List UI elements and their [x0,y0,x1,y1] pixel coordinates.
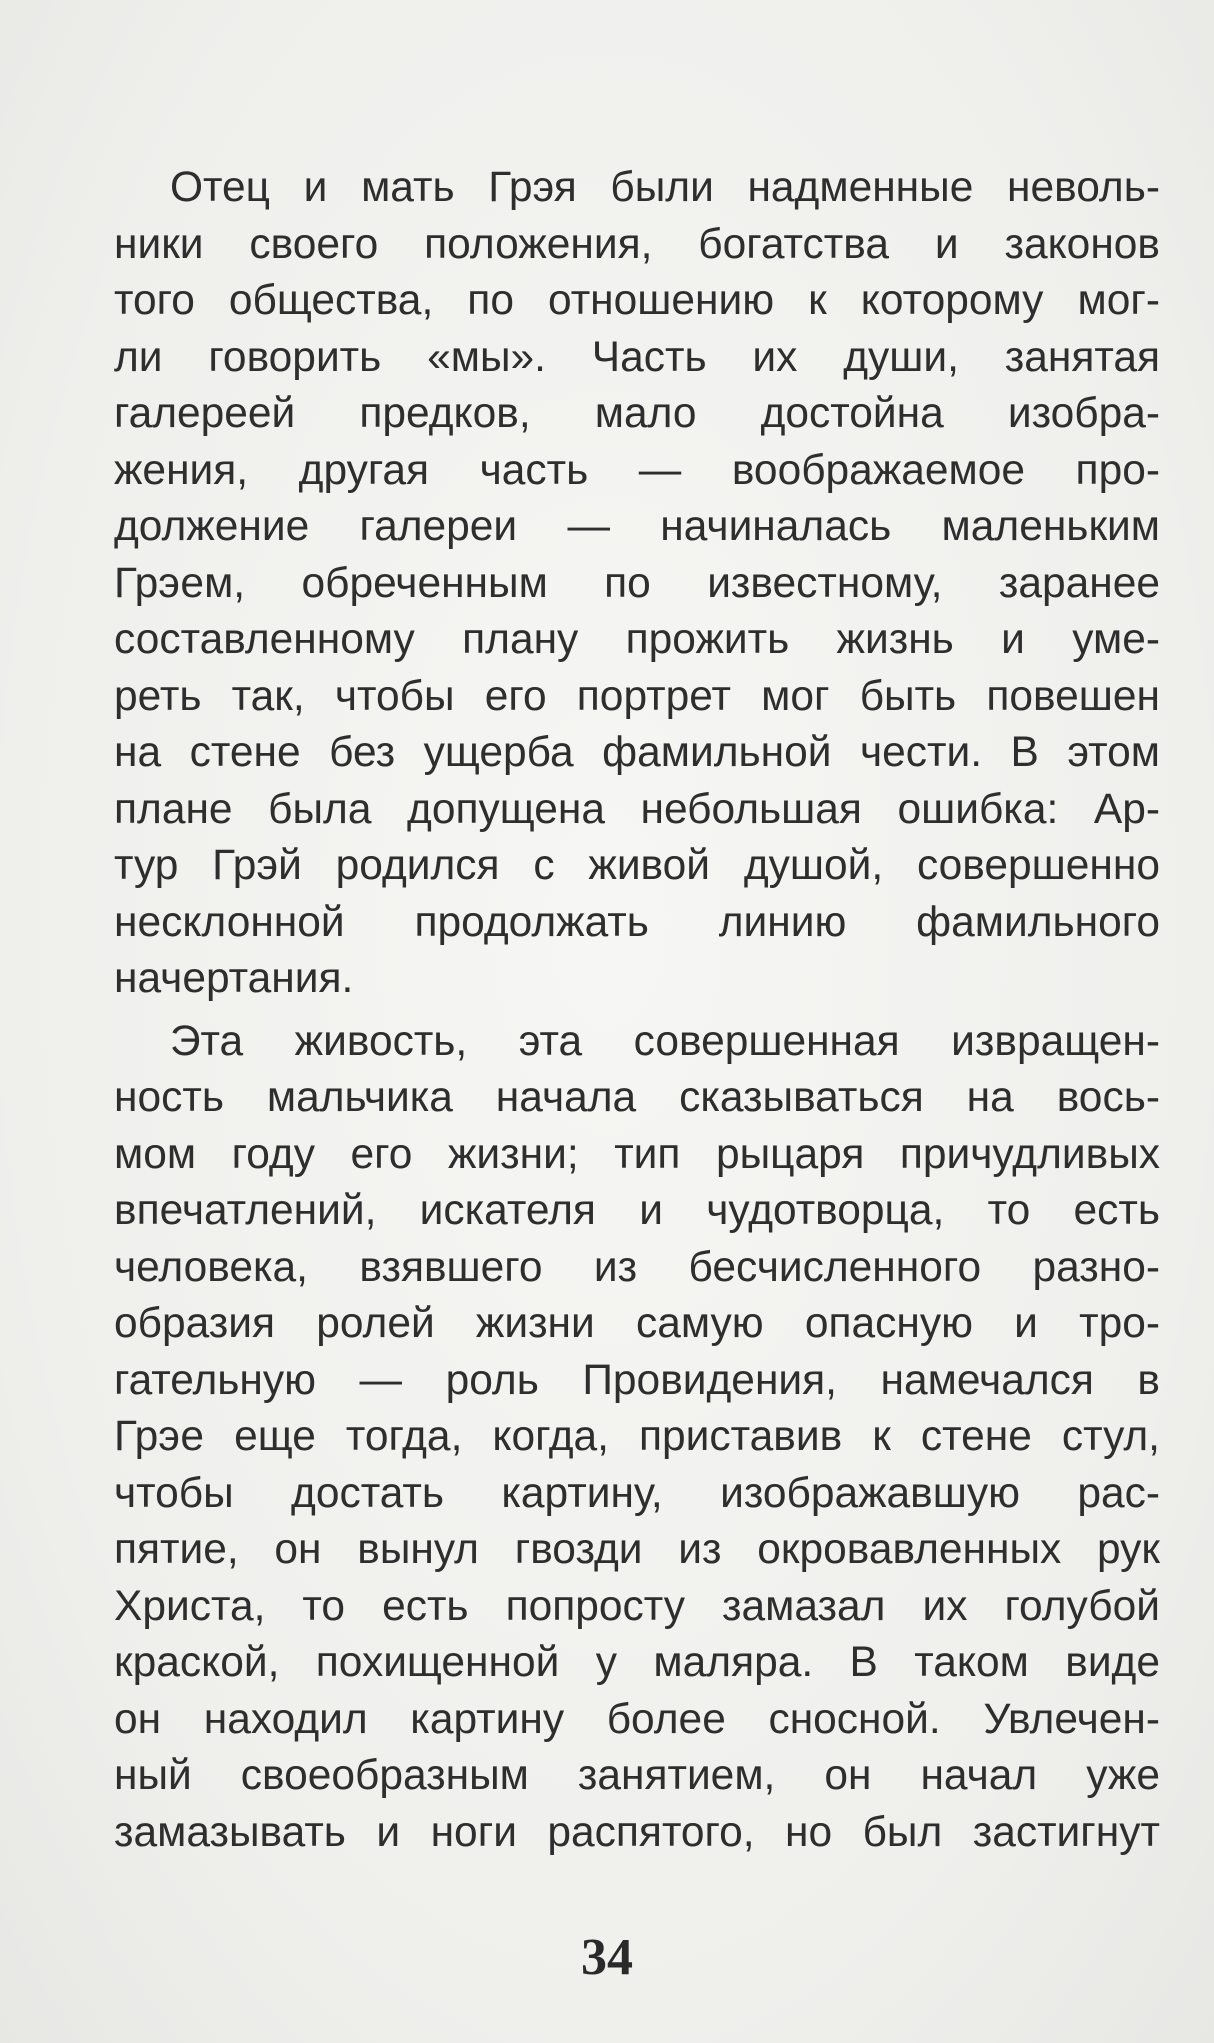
text-line: Грэе еще тогда, когда, приставив к стене стул, [114,1413,1160,1460]
text-line: ность мальчика начала сказываться на вось- [114,1074,1160,1121]
text-line: должение галереи — начиналась маленьким [114,503,1160,550]
text-line: ный своеобразным занятием, он начал уже [114,1752,1160,1799]
page-number: 34 [581,1929,633,1986]
text-line: замазывать и ноги распятого, но был застигнут [114,1808,1160,1856]
body-text [114,160,1160,1861]
text-line: плане была допущена небольшая ошибка: Ар- [114,785,1160,833]
text-line: ники своего положения, богатства и законов [114,220,1160,268]
text-line: реть так, чтобы его портрет мог быть повешен [114,672,1160,720]
text-line: краской, похищенной у маляра. В таком виде [114,1639,1160,1686]
text-line: ли говорить «мы». Часть их души, занятая [114,333,1160,381]
text-line: чтобы достать картину, изображавшую рас- [114,1469,1160,1517]
text-line: пятие, он вынул гвозди из окровавленных рук [114,1526,1160,1573]
text-line: жения, другая часть — воображаемое про- [114,446,1160,494]
paragraph-1 [114,160,1160,1008]
text-line: гательную — роль Провидения, намечался в [114,1356,1160,1404]
text-line: образия ролей жизни самую опасную и тро- [114,1300,1160,1347]
text-line: человека, взявшего из бесчисленного разно- [114,1243,1160,1291]
text-line: Грэем, обреченным по известному, заранее [114,559,1160,607]
text-line: мом году его жизни; тип рыцаря причудливых [114,1130,1160,1178]
text-line: на стене без ущерба фамильной чести. В этом [114,729,1160,776]
text-line: несклонной продолжать линию фамильного [114,898,1160,946]
text-line: Христа, то есть попросту замазал их голубой [114,1582,1160,1630]
text-line: Эта живость, эта совершенная извращен- [170,1017,1160,1065]
paragraph-2 [114,1014,1160,1862]
text-line: составленному плану прожить жизнь и уме- [114,616,1160,663]
text-line: тур Грэй родился с живой душой, совершенно [114,842,1160,889]
text-line: Отец и мать Грэя были надменные неволь- [170,164,1160,211]
text-line: того общества, по отношению к которому мог- [114,277,1160,324]
text-line: галереей предков, мало достойна изобра- [114,390,1160,437]
text-line: впечатлений, искателя и чудотворца, то есть [114,1187,1160,1234]
text-line: начертания. [114,955,354,1002]
text-line: он находил картину более сносной. Увлечен- [114,1695,1160,1743]
